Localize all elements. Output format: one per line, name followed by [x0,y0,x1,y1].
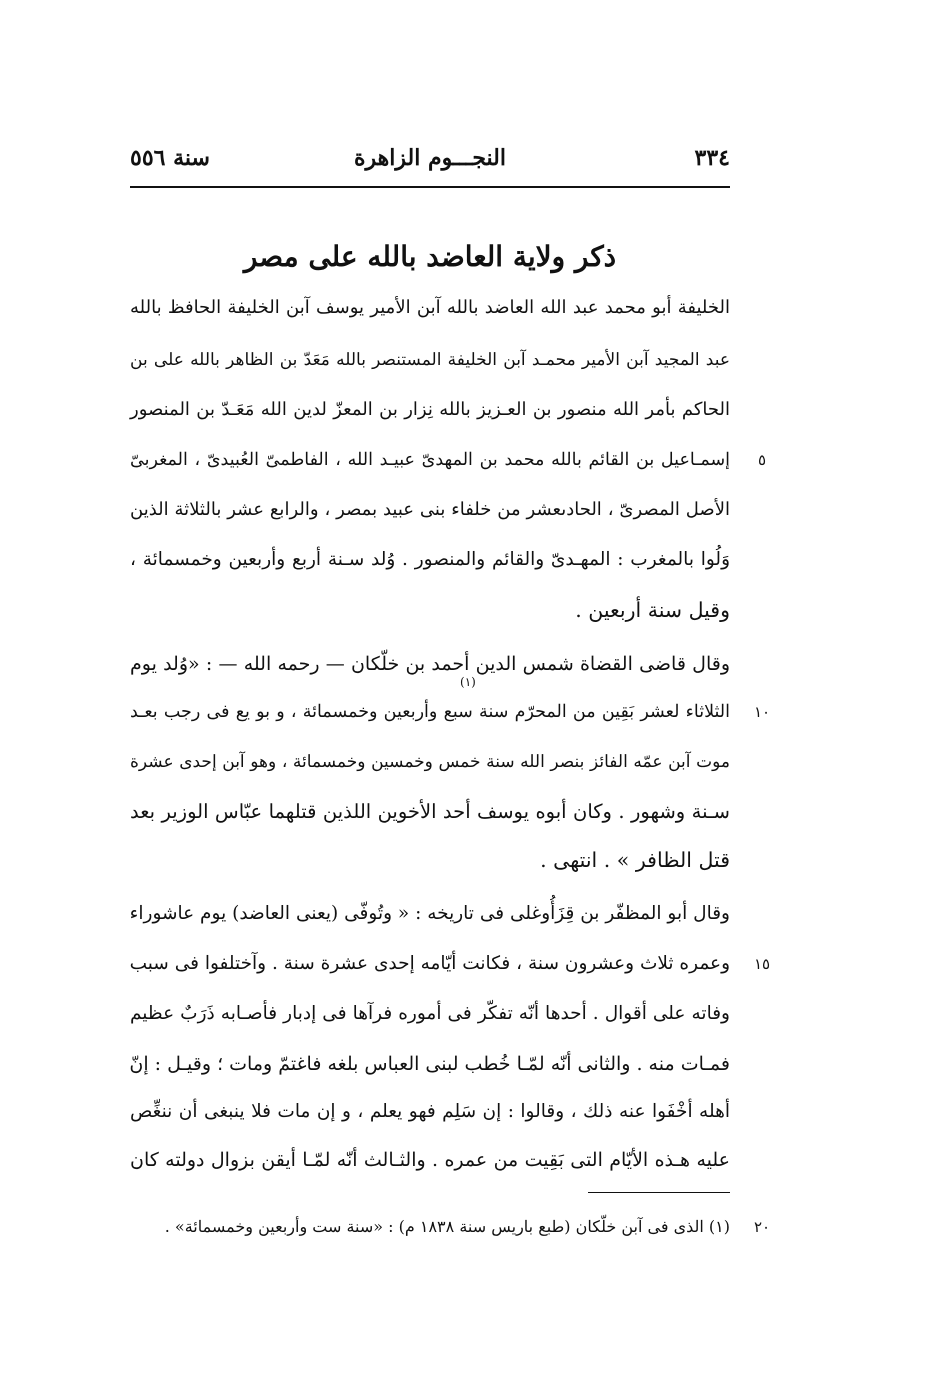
section-title: ذكر ولاية العاضد بالله على مصر [243,240,617,273]
text-line: الثلاثاء لعشر بَقِين من المحرّم سنة سبع وأربعين وخمسمائة ، و بو يع فى رجب بعـد [130,702,730,722]
running-header [130,145,730,183]
text-line: فمـات منه . والثانى أنّه لمّـا خُطب لبنى العباس بلغه فاغتمّ ومات ؛ وقيـل : إنّ [129,1053,730,1075]
text-line: الخليفة أبو محمد عبد الله العاضد بالله آبن الأمير يوسف آبن الخليفة الحافظ بالله [130,297,730,318]
header-rule [130,186,730,188]
running-title: النجـــوم الزاهرة [354,145,506,171]
line-marker: ١٥ [753,955,771,973]
text-line: وقال قاضى القضاة شمس الدين أحمد بن خلّكان — رحمه الله — : «وُلد يوم [130,653,730,675]
text-line: الحاكم بأمر الله منصور بن العـزيز بالله نِزار بن المعزّ لدين الله مَعَـدّ بن المنصور [130,399,730,420]
text-line: عبد المجيد آبن الأمير محمـد آبن الخليفة المستنصر بالله مَعَدّ بن الظاهر بالله على بن [130,350,730,370]
text-line: أهله أخْفَوا عنه ذلك ، وقالوا : إن سَلِم فهو يعلم ، و إن مات فلا ينبغى أن ننغِّص [130,1101,730,1122]
line-marker: ٥ [757,451,767,469]
text-line: وقال أبو المظفّر بن قِزَأُوغلى فى تاريخه : « وتُوفّى (يعنى العاضد) يوم عاشوراء [129,903,730,924]
text-line: سـنة وشهور . وكان أبوه يوسف أحد الأخوين اللذين قتلهما عبّاس الوزير بعد [130,800,730,823]
text-line: وفاته على أقوال . أحدها أنّه تفكّر فى أموره فرآها فى إدبار فأصـابه ذَرَبٌ عظيم [130,1003,730,1024]
footnote: (١) الذى فى آبن خلّكان (طبع باريس سنة ١٨٣٨ م) : «سنة ست وأربعين وخمسمائة» . [164,1217,730,1236]
text-line: الأصل المصرىّ ، الحادىعشر من خلفاء بنى عبيد بمصر ، والرابع عشر بالثلاثة الذين [130,499,730,520]
line-marker: ٢٠ [753,1218,771,1236]
page-number: ٣٣٤ [694,145,730,171]
footnote-rule [588,1192,730,1193]
text-line: إسمـاعيل بن القائم بالله محمد بن المهدىّ عبيـد الله ، الفاطمىّ العُبيدىّ ، المغربىّ [130,450,730,470]
header-year: سنة ٥٥٦ [130,145,210,171]
text-line: موت آبن عمّه الفائز بنصر الله سنة خمس وخمسين وخمسمائة ، وهو آبن إحدى عشرة [130,752,730,772]
line-marker: ١٠ [753,703,771,721]
text-line: قتل الظافر » . انتهى . [540,848,730,872]
text-line: عليه هـذه الأيّام التى بَقِيت من عمره . والثـالث أنّه لمّـا أيقن بزوال دولته كان [130,1149,730,1171]
text-line: وَلُوا بالمغرب : المهـدىّ والقائم والمنصور . وُلد سـنة أربع وأربعين وخمسمائة ، [130,549,730,570]
footnote-reference: (١) [460,675,476,689]
text-line: وعمره ثلاث وعشرون سنة ، فكانت أيّامه إحدى عشرة سنة . وآختلفوا فى سبب [129,953,730,974]
text-line: وقيل سنة أربعين . [575,598,730,622]
